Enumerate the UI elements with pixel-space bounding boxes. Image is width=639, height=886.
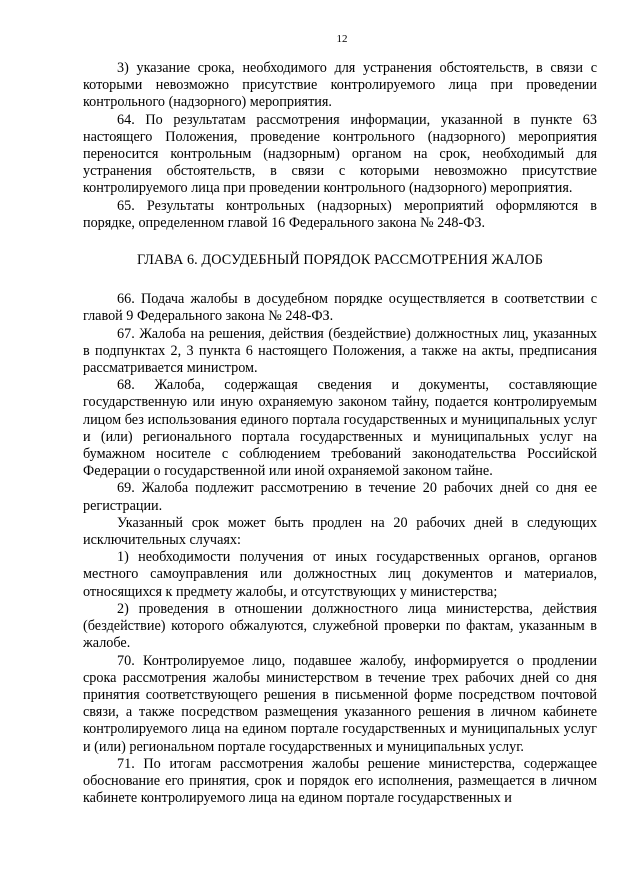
paragraph-69-case-2: 2) проведения в отношении должностного лица министерства, действия (бездействие) которого обжалуются, служебной проверки по фактам, указанным в жалобе. [83,600,597,652]
paragraph-71: 71. По итогам рассмотрения жалобы решение министерства, содержащее обоснование его принятия, срок и порядок его исполнения, размещается в личном кабинете контролируемого лица на едином портале государственных и [83,755,597,807]
paragraph-68: 68. Жалоба, содержащая сведения и документы, составляющие государственную или иную охраняемую законом тайну, подается контролируемым лицом без использования единого портала государственных и муниципальных услуг и (или) регионального портала государственных и муниципальных услуг на бумажном носителе с соблюдением требований законодательства Российской Федерации о государственной или иной охраняемой законом тайне. [83,377,597,480]
paragraph-66: 66. Подача жалобы в досудебном порядке осуществляется в соответствии с главой 9 Федерального закона № 248-ФЗ. [83,291,597,325]
paragraph-69: 69. Жалоба подлежит рассмотрению в течение 20 рабочих дней со дня ее регистрации. [83,480,597,514]
paragraph-65: 65. Результаты контрольных (надзорных) мероприятий оформляются в порядке, определенном главой 16 Федерального закона № 248-ФЗ. [83,197,597,231]
paragraph-67: 67. Жалоба на решения, действия (бездействие) должностных лиц, указанных в подпунктах 2, 3 пункта 6 настоящего Положения, а также на акты, предписания рассматривается министром. [83,325,597,377]
paragraph-69-case-1: 1) необходимости получения от иных государственных органов, органов местного самоуправления или должностных лиц документов и материалов, относящихся к предмету жалобы, и отсутствующих у министерства; [83,549,597,600]
paragraph-69-extension: Указанный срок может быть продлен на 20 рабочих дней в следующих исключительных случаях: [83,514,597,549]
page-number: 12 [336,33,348,45]
chapter-heading: ГЛАВА 6. ДОСУДЕБНЫЙ ПОРЯДОК РАССМОТРЕНИЯ ЖАЛОБ [136,252,543,269]
paragraph-70: 70. Контролируемое лицо, подавшее жалобу, информируется о продлении срока рассмотрения жалобы министерством в течение трех рабочих дней со дня принятия соответствующего решения в письменной форме посредством почтовой связи, а также посредством размещения указанного решения в личном кабинете контролируемого лица на едином портале государственных и муниципальных услуг и (или) региональном портале государственных и муниципальных услуг. [83,652,597,755]
paragraph-64: 64. По результатам рассмотрения информации, указанной в пункте 63 настоящего Положения, проведение контрольного (надзорного) мероприятия переносится контрольным (надзорным) органом на срок, необходимый для устранения обстоятельств, в связи с которыми невозможно присутствие контролируемого лица при проведении контрольного (надзорного) мероприятия. [83,111,597,197]
document-page [83,32,597,807]
paragraph-item-3: 3) указание срока, необходимого для устранения обстоятельств, в связи с которыми невозможно присутствие контролируемого лица при проведении контрольного (надзорного) мероприятия. [83,60,597,111]
